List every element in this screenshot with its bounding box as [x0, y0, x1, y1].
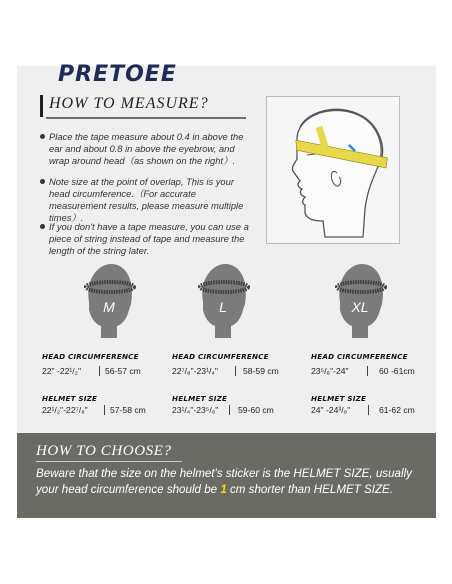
helmet-size-inches: 24" -24³/₈"	[311, 405, 351, 415]
measure-divider	[46, 117, 246, 119]
helmet-size-label: HELMET SIZE	[42, 394, 98, 403]
head-circumference-label: HEAD CIRCUMFERENCE	[42, 352, 139, 361]
size-letter-xl: XL	[351, 299, 369, 315]
helmet-size-inches: 23¹/₄"-23⁵/₈"	[172, 405, 219, 415]
measure-illustration	[266, 96, 400, 244]
bullet-text: If you don't have a tape measure, you can use a piece of string instead of tape and measure the length of the string later.	[49, 221, 249, 256]
value-separator	[367, 366, 368, 376]
choose-highlight: 1	[220, 483, 227, 496]
head-size-inches: 23⁵/₈"-24"	[311, 366, 349, 376]
head-circumference-label: HEAD CIRCUMFERENCE	[172, 352, 269, 361]
head-size-l-icon	[195, 262, 251, 340]
measure-title: HOW TO MEASURE?	[49, 95, 209, 112]
choose-title: HOW TO CHOOSE?	[36, 443, 172, 459]
bullet-dot	[40, 179, 45, 184]
head-size-cm: 58-59 cm	[243, 366, 279, 376]
size-letter-l: L	[219, 299, 227, 315]
value-separator	[99, 366, 100, 376]
value-separator	[229, 405, 230, 415]
bullet-3	[40, 221, 255, 257]
choose-text-before: Beware that the size on the helmet's sticker is the HELMET SIZE, usually your head circumference should be	[36, 467, 412, 496]
head-circumference-label: HEAD CIRCUMFERENCE	[311, 352, 408, 361]
bullet-dot	[40, 224, 45, 229]
bullet-dot	[40, 134, 45, 139]
choose-text-after: cm shorter than HELMET SIZE.	[226, 483, 394, 496]
helmet-size-cm: 57-58 cm	[110, 405, 146, 415]
measure-heading	[40, 95, 209, 117]
choose-text	[36, 466, 421, 498]
bullet-text: Note size at the point of overlap, This is your head circumference.（For accurate measurement results, please measure multiple times）.	[49, 176, 244, 223]
choose-divider	[36, 461, 182, 462]
helmet-size-label: HELMET SIZE	[311, 394, 367, 403]
value-separator	[368, 405, 369, 415]
head-size-cm: 60 -61cm	[379, 366, 415, 376]
head-size-cm: 56-57 cm	[105, 366, 141, 376]
head-size-xl-icon	[332, 262, 388, 340]
value-separator	[235, 366, 236, 376]
head-size-inches: 22" -22¹/₂"	[42, 366, 82, 376]
helmet-size-inches: 22¹/₂"-22⁷/₈"	[42, 405, 88, 415]
bullet-text: Place the tape measure about 0.4 in above the ear and about 0.8 in above the eyebrow, and wrap around head（as shown on the right）.	[49, 131, 244, 166]
head-profile-tape-icon	[267, 97, 399, 243]
value-separator	[104, 405, 105, 415]
helmet-size-label: HELMET SIZE	[172, 394, 228, 403]
head-size-m-icon	[81, 262, 137, 340]
size-letter-m: M	[103, 299, 115, 315]
helmet-size-cm: 61-62 cm	[379, 405, 415, 415]
bullet-1	[40, 131, 255, 167]
brand-logo: PRETOEE	[58, 62, 177, 87]
bullet-2	[40, 176, 255, 224]
head-size-inches: 22⁷/₈"-23¹/₄"	[172, 366, 218, 376]
helmet-size-cm: 59-60 cm	[238, 405, 274, 415]
